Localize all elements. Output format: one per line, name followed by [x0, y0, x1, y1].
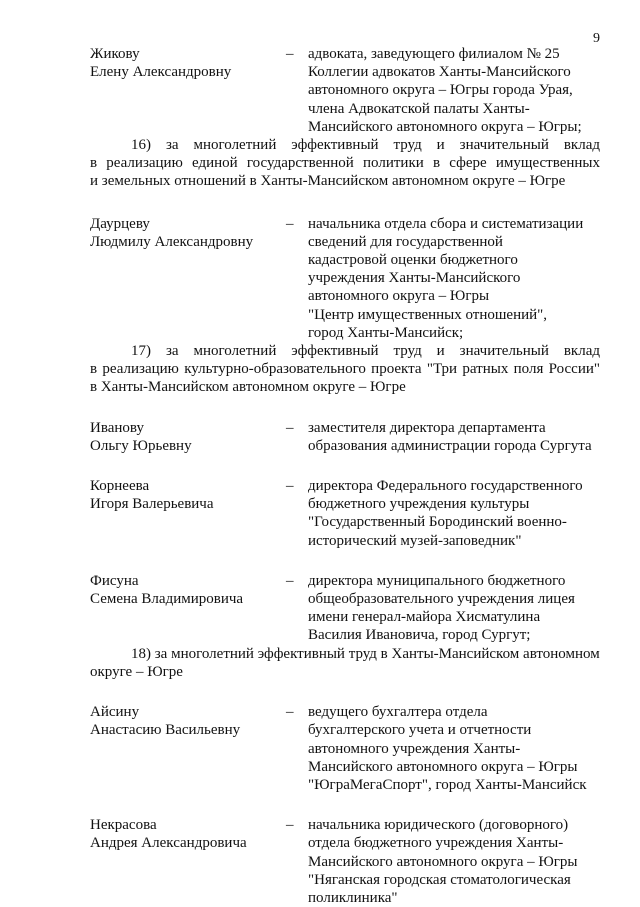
person-name	[90, 816, 286, 907]
desc-line: Мансийского автономного округа – Югры;	[308, 118, 582, 135]
heading-line: в реализацию единой государственной политики в сфере имущественных	[90, 155, 600, 172]
dash-separator: –	[286, 572, 294, 589]
name-line: Андрея Александровича	[90, 835, 247, 852]
award-entry	[90, 215, 600, 342]
dash-separator: –	[286, 419, 294, 436]
award-heading	[90, 645, 600, 681]
desc-line: отдела бюджетного учреждения Ханты-	[308, 835, 564, 852]
dash-separator: –	[286, 704, 294, 721]
document-body	[90, 45, 600, 907]
name-line: Фисуна	[90, 572, 139, 589]
desc-line: ведущего бухгалтера отдела	[308, 704, 488, 721]
position-description	[308, 703, 594, 794]
page-number: 9	[593, 31, 600, 46]
dash-separator: –	[286, 46, 294, 62]
desc-line: автономного учреждения Ханты-	[308, 740, 521, 757]
desc-line: город Ханты-Мансийск;	[308, 324, 464, 341]
name-line: Корнеева	[90, 478, 150, 495]
person-name	[90, 572, 286, 645]
position-description	[308, 816, 594, 907]
dash-separator: –	[286, 817, 294, 834]
desc-line: поликлиника"	[308, 889, 398, 906]
award-entry	[90, 419, 600, 455]
name-line: Жикову	[90, 46, 140, 62]
award-heading	[90, 342, 600, 397]
desc-line: учреждения Ханты-Мансийского	[308, 270, 521, 287]
desc-line: адвоката, заведующего филиалом № 25	[308, 46, 560, 62]
person-name	[90, 419, 286, 455]
desc-line: исторический музей-заповедник"	[308, 532, 522, 549]
name-line: Анастасию Васильевну	[90, 722, 241, 739]
position-description	[308, 45, 594, 136]
award-entry	[90, 477, 600, 550]
desc-line: образования администрации города Сургута	[308, 437, 592, 454]
desc-line: "ЮграМегаСпорт", город Ханты-Мансийск	[308, 776, 587, 793]
name-line: Игоря Валерьевича	[90, 496, 214, 513]
name-line: Некрасова	[90, 817, 157, 834]
award-entry	[90, 572, 600, 645]
desc-line: "Центр имущественных отношений",	[308, 306, 548, 323]
award-heading	[90, 136, 600, 191]
desc-line: сведений для государственной	[308, 233, 503, 250]
dash-separator: –	[286, 478, 294, 495]
name-line: Айсину	[90, 704, 140, 721]
desc-line: кадастровой оценки бюджетного	[308, 252, 518, 269]
desc-line: автономного округа – Югры города Урая,	[308, 82, 573, 99]
desc-line: общеобразовательного учреждения лицея	[308, 591, 575, 608]
desc-line: бухгалтерского учета и отчетности	[308, 722, 532, 739]
person-name	[90, 703, 286, 794]
name-line: Иванову	[90, 419, 144, 436]
desc-line: Мансийского автономного округа – Югры	[308, 853, 578, 870]
name-line: Даурцеву	[90, 215, 150, 232]
name-line: Ольгу Юрьевну	[90, 437, 192, 454]
desc-line: "Государственный Бородинский военно-	[308, 514, 567, 531]
desc-line: бюджетного учреждения культуры	[308, 496, 530, 513]
heading-line: округе – Югре	[90, 663, 183, 680]
desc-line: "Няганская городская стоматологическая	[308, 871, 571, 888]
heading-line: в Ханты-Мансийском автономном округе – Югре	[90, 379, 406, 396]
desc-line: Мансийского автономного округа – Югры	[308, 758, 578, 775]
desc-line: Коллегии адвокатов Ханты-Мансийского	[308, 64, 571, 81]
desc-line: директора муниципального бюджетного	[308, 572, 566, 589]
person-name	[90, 215, 286, 342]
award-entry	[90, 703, 600, 794]
name-line: Людмилу Александровну	[90, 233, 254, 250]
heading-line: в реализацию культурно-образовательного проекта "Три ратных поля России"	[90, 361, 600, 378]
award-entry	[90, 45, 600, 136]
desc-line: имени генерал-майора Хисматулина	[308, 609, 541, 626]
award-entry	[90, 816, 600, 907]
person-name	[90, 477, 286, 550]
person-name	[90, 45, 286, 136]
desc-line: директора Федерального государственного	[308, 478, 583, 495]
name-line: Елену Александровну	[90, 64, 232, 81]
position-description	[308, 572, 594, 645]
heading-line: 18) за многолетний эффективный труд в Ханты-Мансийском автономном	[131, 645, 600, 662]
position-description	[308, 477, 594, 550]
heading-line: 17) за многолетний эффективный труд и значительный вклад	[131, 343, 600, 360]
desc-line: начальника юридического (договорного)	[308, 817, 569, 834]
position-description	[308, 419, 594, 455]
name-line: Семена Владимировича	[90, 591, 244, 608]
desc-line: заместителя директора департамента	[308, 419, 546, 436]
heading-line: и земельных отношений в Ханты-Мансийском автономном округе – Югре	[90, 173, 566, 190]
desc-line: члена Адвокатской палаты Ханты-	[308, 100, 530, 117]
desc-line: Василия Ивановича, город Сургут;	[308, 627, 531, 644]
desc-line: автономного округа – Югры	[308, 288, 490, 305]
desc-line: начальника отдела сбора и систематизации	[308, 215, 584, 232]
heading-line: 16) за многолетний эффективный труд и значительный вклад	[131, 137, 600, 154]
position-description	[308, 215, 594, 342]
dash-separator: –	[286, 215, 294, 232]
